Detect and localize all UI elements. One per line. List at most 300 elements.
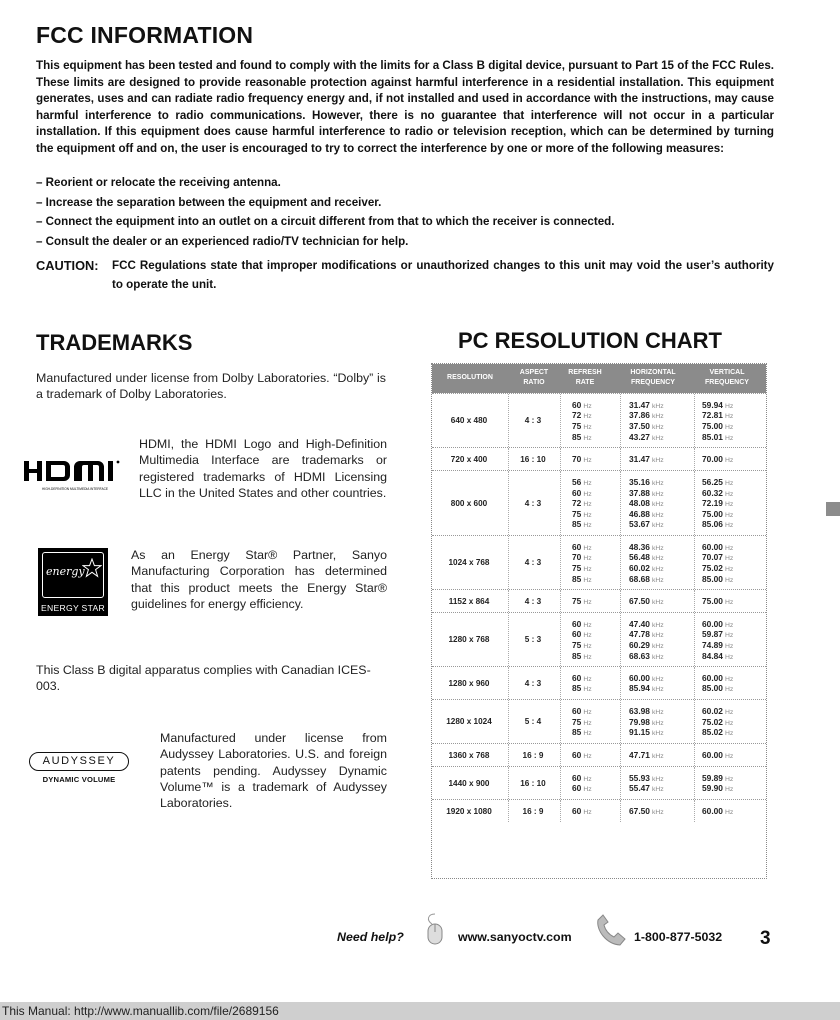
horizontal-number: 56.48	[629, 552, 650, 563]
refresh-value	[572, 706, 592, 717]
horizontal-value	[629, 727, 664, 738]
unit-label: Hz	[724, 632, 734, 640]
horizontal-value	[629, 783, 664, 794]
column-divider	[560, 700, 561, 743]
vertical-number: 85.01	[702, 431, 723, 442]
refresh-value	[572, 509, 592, 520]
refresh-value	[572, 552, 592, 563]
vertical-value	[702, 596, 733, 607]
audyssey-logo-text: AUDYSSEY	[29, 752, 129, 771]
trademarks-title: TRADEMARKS	[36, 330, 193, 355]
vertical-value	[702, 640, 733, 651]
cell-horizontal	[629, 700, 664, 743]
cell-horizontal	[629, 590, 664, 612]
cell-aspect: 16 : 9	[522, 806, 544, 816]
horizontal-number: 53.67	[629, 519, 650, 530]
vertical-number: 60.00	[702, 750, 723, 761]
vertical-number: 85.02	[702, 727, 723, 738]
unit-label: Hz	[583, 675, 592, 683]
unit-label: Hz	[724, 675, 734, 683]
unit-label: Hz	[583, 709, 592, 717]
cell-horizontal	[629, 448, 664, 470]
refresh-number: 75	[572, 562, 582, 573]
refresh-number: 60	[572, 487, 582, 498]
unit-label: Hz	[583, 730, 592, 738]
unit-label: Hz	[583, 413, 592, 421]
refresh-value	[572, 400, 592, 411]
list-item: – Consult the dealer or an experienced radio/TV technician for help.	[36, 234, 409, 248]
unit-label: Hz	[724, 709, 734, 717]
table-row	[432, 699, 766, 743]
horizontal-number: 35.16	[629, 477, 650, 487]
unit-label: Hz	[724, 402, 734, 410]
vertical-number: 75.00	[702, 508, 723, 519]
column-divider	[560, 800, 561, 822]
vertical-number: 70.07	[702, 552, 723, 563]
cell-vertical	[702, 471, 733, 535]
unit-label: kHz	[651, 490, 664, 498]
table-row	[432, 666, 766, 699]
refresh-value	[572, 454, 592, 465]
vertical-number: 75.00	[702, 596, 723, 607]
horizontal-number: 31.47	[629, 399, 650, 410]
refresh-number: 72	[572, 498, 582, 509]
cell-refresh	[572, 800, 592, 822]
horizontal-number: 43.27	[629, 431, 650, 442]
cell-resolution: 1920 x 1080	[446, 806, 492, 816]
column-divider	[694, 700, 695, 743]
cell-horizontal	[629, 394, 664, 447]
unit-label: Hz	[724, 480, 734, 487]
header-vertical: VERTICAL FREQUENCY	[705, 369, 749, 386]
horizontal-value	[629, 574, 664, 585]
cell-resolution: 1280 x 1024	[446, 717, 492, 726]
column-divider	[694, 800, 695, 822]
unit-label: Hz	[583, 753, 592, 761]
unit-label: kHz	[651, 709, 664, 717]
horizontal-value	[629, 673, 664, 684]
vertical-value	[702, 410, 733, 421]
refresh-value	[572, 410, 592, 421]
refresh-value	[572, 574, 592, 585]
column-divider	[694, 448, 695, 470]
unit-label: kHz	[651, 576, 664, 584]
cell-resolution: 1024 x 768	[448, 558, 490, 567]
table-row	[432, 799, 766, 822]
unit-label: Hz	[724, 565, 734, 573]
refresh-value	[572, 421, 592, 432]
cell-vertical	[702, 394, 733, 447]
unit-label: Hz	[724, 786, 734, 794]
unit-label: kHz	[651, 730, 664, 738]
horizontal-value	[629, 717, 664, 728]
unit-label: Hz	[583, 522, 592, 530]
vertical-number: 72.19	[702, 498, 723, 509]
vertical-value	[702, 619, 733, 630]
horizontal-number: 67.50	[629, 806, 650, 817]
canada-text: This Class B digital apparatus complies with Canadian ICES-003.	[36, 663, 371, 694]
unit-label: kHz	[651, 413, 664, 421]
refresh-number: 60	[572, 706, 582, 717]
refresh-value	[572, 727, 592, 738]
vertical-number: 85.06	[702, 519, 723, 530]
unit-label: kHz	[651, 480, 664, 487]
cell-vertical	[702, 700, 733, 743]
cell-resolution: 640 x 480	[450, 416, 488, 425]
unit-label: Hz	[583, 686, 592, 694]
vertical-value	[702, 542, 733, 553]
column-divider	[694, 394, 695, 447]
vertical-number: 60.00	[702, 672, 723, 683]
fcc-title: FCC INFORMATION	[36, 22, 254, 48]
column-divider	[620, 800, 621, 822]
cell-refresh	[572, 536, 592, 589]
horizontal-number: 68.63	[629, 650, 650, 661]
phone-icon	[594, 914, 630, 948]
unit-label: Hz	[583, 642, 592, 650]
vertical-number: 59.90	[702, 783, 723, 794]
unit-label: kHz	[651, 786, 664, 794]
refresh-number: 75	[572, 639, 582, 650]
table-row	[432, 447, 766, 470]
unit-label: Hz	[724, 599, 734, 607]
unit-label: Hz	[724, 522, 734, 530]
refresh-value	[572, 542, 592, 553]
table-row	[432, 393, 766, 447]
cell-vertical	[702, 744, 733, 766]
unit-label: Hz	[724, 642, 734, 650]
horizontal-value	[629, 629, 664, 640]
pc-resolution-table	[431, 363, 767, 879]
refresh-number: 70	[572, 454, 582, 465]
refresh-number: 72	[572, 410, 582, 421]
unit-label: kHz	[651, 686, 664, 694]
refresh-number: 85	[572, 573, 582, 584]
horizontal-number: 60.00	[629, 672, 650, 683]
unit-label: Hz	[724, 490, 734, 498]
unit-label: Hz	[724, 653, 734, 661]
chart-title: PC RESOLUTION CHART	[458, 328, 722, 353]
vertical-number: 60.00	[702, 618, 723, 629]
vertical-number: 59.87	[702, 629, 723, 640]
vertical-value	[702, 629, 733, 640]
cell-aspect: 4 : 3	[524, 416, 542, 425]
unit-label: kHz	[651, 809, 664, 817]
horizontal-value	[629, 806, 664, 817]
cell-refresh	[572, 471, 592, 535]
horizontal-value	[629, 640, 664, 651]
cell-aspect: 5 : 4	[524, 717, 542, 726]
mouse-icon	[418, 912, 452, 946]
column-divider	[620, 471, 621, 535]
refresh-value	[572, 651, 592, 662]
cell-horizontal	[629, 800, 664, 822]
vertical-value	[702, 806, 733, 817]
cell-horizontal	[629, 767, 664, 799]
table-header	[432, 364, 766, 393]
unit-label: Hz	[724, 576, 734, 584]
vertical-value	[702, 651, 733, 662]
vertical-number: 75.02	[702, 562, 723, 573]
unit-label: Hz	[583, 653, 592, 661]
refresh-value	[572, 806, 592, 817]
cell-aspect: 5 : 3	[524, 635, 542, 644]
column-divider	[560, 767, 561, 799]
unit-label: Hz	[724, 753, 734, 761]
unit-label: Hz	[583, 480, 592, 487]
column-divider	[620, 536, 621, 589]
refresh-number: 85	[572, 727, 582, 738]
header-aspect: ASPECT RATIO	[519, 369, 549, 386]
horizontal-number: 48.08	[629, 498, 650, 509]
cell-vertical	[702, 613, 733, 666]
column-divider	[508, 767, 509, 799]
table-row	[432, 535, 766, 589]
column-divider	[560, 667, 561, 699]
refresh-number: 75	[572, 508, 582, 519]
cell-aspect: 4 : 3	[524, 498, 542, 508]
horizontal-value	[629, 596, 664, 607]
unit-label: Hz	[724, 621, 734, 629]
column-divider	[620, 744, 621, 766]
unit-label: kHz	[651, 434, 664, 442]
horizontal-value	[629, 563, 664, 574]
unit-label: Hz	[583, 565, 592, 573]
vertical-value	[702, 421, 733, 432]
vertical-value	[702, 432, 733, 443]
horizontal-value	[629, 400, 664, 411]
refresh-number: 60	[572, 772, 582, 783]
cell-aspect: 16 : 10	[520, 778, 546, 788]
horizontal-value	[629, 498, 664, 509]
column-divider	[694, 767, 695, 799]
cell-refresh	[572, 613, 592, 666]
cell-refresh	[572, 394, 592, 447]
refresh-number: 85	[572, 519, 582, 530]
unit-label: Hz	[583, 632, 592, 640]
unit-label: kHz	[651, 565, 664, 573]
caution-label: CAUTION:	[36, 258, 99, 273]
table-row	[432, 612, 766, 666]
unit-label: Hz	[724, 730, 734, 738]
cell-aspect: 4 : 3	[524, 596, 542, 606]
vertical-value	[702, 706, 733, 717]
cell-vertical	[702, 667, 733, 699]
horizontal-number: 47.71	[629, 750, 650, 761]
unit-label: kHz	[651, 555, 664, 563]
unit-label: kHz	[651, 653, 664, 661]
vertical-value	[702, 477, 733, 488]
unit-label: Hz	[583, 809, 592, 817]
page-side-tab	[826, 502, 840, 516]
refresh-value	[572, 783, 592, 794]
column-divider	[560, 590, 561, 612]
horizontal-value	[629, 651, 664, 662]
vertical-value	[702, 454, 733, 465]
refresh-value	[572, 432, 592, 443]
energy-star-script: energy	[46, 565, 85, 578]
vertical-value	[702, 498, 733, 509]
column-divider	[620, 700, 621, 743]
table-row	[432, 470, 766, 535]
audyssey-logo-sub: DYNAMIC VOLUME	[42, 775, 116, 784]
unit-label: Hz	[583, 544, 592, 552]
cell-resolution: 1280 x 960	[448, 678, 490, 688]
refresh-number: 60	[572, 629, 582, 640]
vertical-value	[702, 563, 733, 574]
refresh-value	[572, 498, 592, 509]
unit-label: kHz	[651, 457, 664, 465]
vertical-number: 85.00	[702, 683, 723, 694]
vertical-value	[702, 488, 733, 499]
vertical-value	[702, 773, 733, 784]
unit-label: kHz	[651, 675, 664, 683]
column-divider	[560, 613, 561, 666]
unit-label: kHz	[651, 511, 664, 519]
cell-vertical	[702, 590, 733, 612]
column-divider	[620, 448, 621, 470]
refresh-value	[572, 640, 592, 651]
refresh-number: 60	[572, 783, 582, 794]
vertical-number: 59.94	[702, 399, 723, 410]
column-divider	[508, 471, 509, 535]
refresh-number: 75	[572, 420, 582, 431]
horizontal-number: 55.93	[629, 772, 650, 783]
cell-aspect: 16 : 10	[520, 454, 546, 464]
column-divider	[620, 767, 621, 799]
vertical-number: 75.02	[702, 716, 723, 727]
cell-vertical	[702, 767, 733, 799]
unit-label: Hz	[583, 555, 592, 563]
column-divider	[620, 613, 621, 666]
horizontal-value	[629, 432, 664, 443]
vertical-value	[702, 552, 733, 563]
vertical-number: 60.32	[702, 487, 723, 498]
list-item: – Connect the equipment into an outlet on a circuit different from that to which the receiver is connected.	[36, 215, 615, 228]
cell-vertical	[702, 800, 733, 822]
unit-label: Hz	[583, 434, 592, 442]
cell-resolution: 800 x 600	[450, 498, 488, 508]
column-divider	[560, 744, 561, 766]
cell-resolution: 1360 x 768	[448, 750, 490, 760]
column-divider	[694, 667, 695, 699]
refresh-number: 60	[572, 541, 582, 552]
refresh-number: 75	[572, 596, 582, 607]
unit-label: Hz	[583, 719, 592, 727]
unit-label: Hz	[583, 423, 592, 431]
energy-star-label: ENERGY STAR	[40, 603, 106, 613]
horizontal-number: 31.47	[629, 454, 650, 465]
horizontal-value	[629, 750, 664, 761]
unit-label: Hz	[724, 544, 734, 552]
column-divider	[694, 613, 695, 666]
hdmi-text: HDMI, the HDMI Logo and High-Definition Multimedia Interface are trademarks or registered trademarks of HDMI Licensing LLC in the United States and other countries.	[139, 437, 387, 500]
vertical-value	[702, 509, 733, 520]
vertical-value	[702, 727, 733, 738]
vertical-number: 85.00	[702, 573, 723, 584]
vertical-number: 74.89	[702, 639, 723, 650]
unit-label: kHz	[651, 775, 664, 783]
column-divider	[508, 800, 509, 822]
refresh-number: 85	[572, 683, 582, 694]
unit-label: Hz	[583, 511, 592, 519]
vertical-value	[702, 783, 733, 794]
header-refresh: REFRESH RATE	[568, 369, 602, 386]
cell-vertical	[702, 536, 733, 589]
horizontal-value	[629, 773, 664, 784]
refresh-value	[572, 773, 592, 784]
horizontal-number: 37.86	[629, 410, 650, 421]
cell-refresh	[572, 667, 592, 699]
column-divider	[560, 394, 561, 447]
unit-label: kHz	[651, 423, 664, 431]
cell-aspect: 4 : 3	[524, 558, 542, 567]
horizontal-number: 60.02	[629, 562, 650, 573]
column-divider	[694, 536, 695, 589]
unit-label: Hz	[724, 457, 734, 465]
refresh-number: 60	[572, 672, 582, 683]
table-row	[432, 743, 766, 766]
cell-refresh	[572, 767, 592, 799]
unit-label: Hz	[724, 555, 734, 563]
horizontal-value	[629, 706, 664, 717]
energy-star-text: As an Energy Star® Partner, Sanyo Manufacturing Corporation has determined that this product meets the Energy Star® guidelines for energy efficiency.	[131, 548, 387, 611]
column-divider	[508, 700, 509, 743]
website-link[interactable]: www.sanyoctv.com	[458, 930, 572, 944]
horizontal-number: 91.15	[629, 727, 650, 738]
horizontal-number: 37.88	[629, 487, 650, 498]
unit-label: kHz	[651, 402, 664, 410]
column-divider	[508, 667, 509, 699]
unit-label: kHz	[651, 719, 664, 727]
unit-label: kHz	[651, 753, 664, 761]
horizontal-value	[629, 552, 664, 563]
unit-label: Hz	[724, 413, 734, 421]
refresh-value	[572, 563, 592, 574]
column-divider	[694, 590, 695, 612]
column-divider	[560, 471, 561, 535]
horizontal-value	[629, 509, 664, 520]
horizontal-number: 48.36	[629, 541, 650, 552]
dolby-text: Manufactured under license from Dolby Laboratories. “Dolby” is a trademark of Dolby Laboratories.	[36, 371, 386, 402]
cell-resolution: 1440 x 900	[448, 778, 490, 788]
refresh-number: 56	[572, 477, 582, 487]
vertical-number: 56.25	[702, 477, 723, 487]
cell-aspect: 16 : 9	[522, 750, 544, 760]
horizontal-number: 67.50	[629, 596, 650, 607]
horizontal-number: 47.78	[629, 629, 650, 640]
refresh-number: 70	[572, 552, 582, 563]
column-divider	[508, 448, 509, 470]
cell-resolution: 720 x 400	[450, 454, 488, 464]
cell-refresh	[572, 744, 592, 766]
cell-refresh	[572, 700, 592, 743]
column-divider	[508, 590, 509, 612]
refresh-number: 60	[572, 399, 582, 410]
cell-refresh	[572, 590, 592, 612]
unit-label: Hz	[583, 576, 592, 584]
refresh-value	[572, 477, 592, 488]
cell-horizontal	[629, 744, 664, 766]
horizontal-value	[629, 619, 664, 630]
source-url-bar[interactable]: This Manual: http://www.manuallib.com/file/2689156	[0, 1002, 840, 1020]
cell-refresh	[572, 448, 592, 470]
header-horizontal: HORIZONTAL FREQUENCY	[630, 369, 676, 386]
unit-label: kHz	[651, 632, 664, 640]
list-item: – Reorient or relocate the receiving antenna.	[36, 176, 281, 189]
fcc-body: This equipment has been tested and found to comply with the limits for a Class B digital device, pursuant to Part 15 of the FCC Rules. These limits are designed to provide reasonable protection against harmful interference in a residential installation. This equipment generates, uses and can radiate radio frequency energy and, if not installed and used in accordance with the instructions, may cause harmful interference to radio communications. However, there is no guarantee that interference will not occur in a particular installation. If this equipment does cause harmful interference to radio or television reception, which can be determined by turning the equipment off and on, the user is encouraged to try to correct the interference by one or more of the following measures:	[36, 59, 774, 155]
cell-horizontal	[629, 471, 664, 535]
